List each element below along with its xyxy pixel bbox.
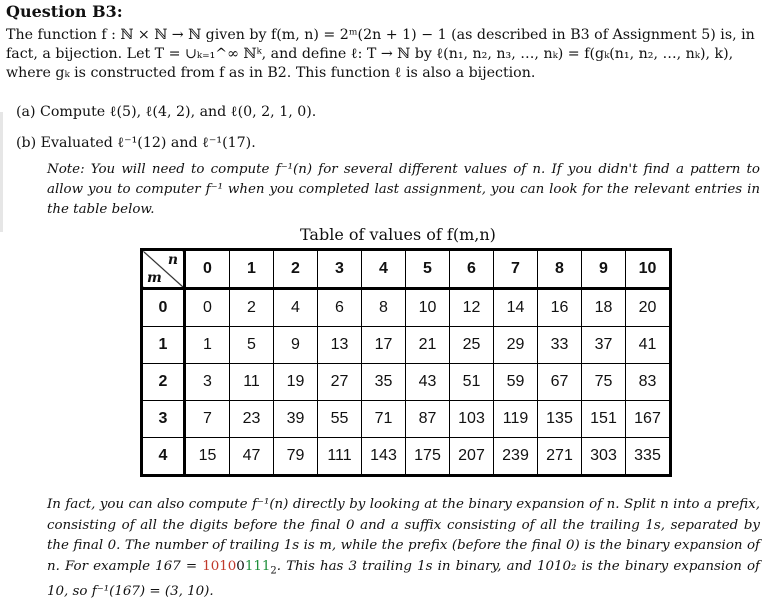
table-cell: 13 [318, 327, 362, 364]
table-cell: 27 [318, 364, 362, 401]
table-cell: 239 [494, 438, 538, 476]
table-cell: 175 [406, 438, 450, 476]
table-cell: 51 [450, 364, 494, 401]
column-header: 2 [274, 250, 318, 289]
table-corner-cell [142, 250, 185, 289]
column-header: 5 [406, 250, 450, 289]
table-cell: 55 [318, 401, 362, 438]
table-cell: 75 [582, 364, 626, 401]
table-header-row [142, 250, 671, 289]
table-cell: 271 [538, 438, 582, 476]
corner-m-label: m [147, 270, 162, 286]
binary-final-zero: 0 [236, 558, 245, 574]
table-cell: 15 [185, 438, 230, 476]
table-cell: 29 [494, 327, 538, 364]
table-row [142, 401, 671, 438]
table-cell: 2 [230, 289, 274, 327]
table-cell: 335 [626, 438, 671, 476]
column-header: 9 [582, 250, 626, 289]
table-cell: 25 [450, 327, 494, 364]
table-cell: 83 [626, 364, 671, 401]
final-text-after: . This has 3 trailing 1s in binary, and 1010₂ is the binary expansion of 10, so f⁻¹(167) = (3, 10). [47, 558, 760, 599]
intro-line-1: The function f : ℕ × ℕ → ℕ given by f(m, n) = 2ᵐ(2n + 1) − 1 (as described in B3 of Assignment 5) is, in [6, 27, 755, 43]
table-cell: 16 [538, 289, 582, 327]
column-header: 4 [362, 250, 406, 289]
table-cell: 17 [362, 327, 406, 364]
values-table [140, 248, 672, 477]
table-cell: 303 [582, 438, 626, 476]
table-cell: 37 [582, 327, 626, 364]
table-cell: 23 [230, 401, 274, 438]
intro-line-3: where gₖ is constructed from f as in B2. This function ℓ is also a bijection. [6, 65, 536, 81]
table-cell: 18 [582, 289, 626, 327]
table-row [142, 364, 671, 401]
table-row [142, 438, 671, 476]
table-cell: 111 [318, 438, 362, 476]
binary-explanation-paragraph [47, 495, 760, 602]
table-cell: 10 [406, 289, 450, 327]
table-cell: 207 [450, 438, 494, 476]
table-cell: 41 [626, 327, 671, 364]
binary-suffix: 111 [244, 558, 271, 574]
row-header: 2 [142, 364, 185, 401]
column-header: 0 [185, 250, 230, 289]
intro-paragraph [6, 26, 766, 83]
table-cell: 14 [494, 289, 538, 327]
table-cell: 9 [274, 327, 318, 364]
table-cell: 1 [185, 327, 230, 364]
table-cell: 21 [406, 327, 450, 364]
row-header: 3 [142, 401, 185, 438]
table-cell: 12 [450, 289, 494, 327]
table-cell: 167 [626, 401, 671, 438]
table-cell: 5 [230, 327, 274, 364]
table-cell: 39 [274, 401, 318, 438]
final-text-before: In fact, you can also compute f⁻¹(n) directly by looking at the binary expansion of n. Split n into a prefix, consisting of all the digits before the final 0 and a suffix consisting of all the trailing 1s, separated by the final 0. The number of trailing 1s is m, while the prefix (before the final 0) is the binary expansion of n. For example 167 = [47, 497, 760, 574]
table-caption: Table of values of f(m,n) [300, 225, 496, 244]
table-cell: 33 [538, 327, 582, 364]
left-margin-rule [0, 112, 3, 232]
table-cell: 143 [362, 438, 406, 476]
table-cell: 0 [185, 289, 230, 327]
table-cell: 3 [185, 364, 230, 401]
corner-n-label: n [167, 252, 178, 268]
table-cell: 43 [406, 364, 450, 401]
table-cell: 135 [538, 401, 582, 438]
table-cell: 7 [185, 401, 230, 438]
intro-line-2: fact, a bijection. Let T = ∪ₖ₌₁^∞ ℕᵏ, and define ℓ: T → ℕ by ℓ(n₁, n₂, n₃, …, nₖ) = f(gₖ(n₁, n₂, …, nₖ), k), [6, 46, 734, 62]
table-cell: 67 [538, 364, 582, 401]
column-header: 7 [494, 250, 538, 289]
table-cell: 119 [494, 401, 538, 438]
note-paragraph: Note: You will need to compute f⁻¹(n) for several different values of n. If you didn't find a pattern to allow you to computer f⁻¹ when you completed last assignment, you can look for the relevant entries in the table below. [47, 162, 760, 217]
table-cell: 20 [626, 289, 671, 327]
part-b: (b) Evaluated ℓ⁻¹(12) and ℓ⁻¹(17). [16, 135, 256, 151]
table-cell: 87 [406, 401, 450, 438]
table-cell: 103 [450, 401, 494, 438]
table-cell: 79 [274, 438, 318, 476]
table-cell: 11 [230, 364, 274, 401]
table-cell: 19 [274, 364, 318, 401]
part-a: (a) Compute ℓ(5), ℓ(4, 2), and ℓ(0, 2, 1, 0). [16, 104, 317, 120]
table-row [142, 327, 671, 364]
table-cell: 47 [230, 438, 274, 476]
table-cell: 151 [582, 401, 626, 438]
column-header: 3 [318, 250, 362, 289]
question-heading: Question B3: [6, 2, 123, 21]
column-header: 1 [230, 250, 274, 289]
row-header: 1 [142, 327, 185, 364]
column-header: 10 [626, 250, 671, 289]
table-cell: 59 [494, 364, 538, 401]
table-row [142, 289, 671, 327]
column-header: 6 [450, 250, 494, 289]
table-cell: 71 [362, 401, 406, 438]
row-header: 4 [142, 438, 185, 476]
table-cell: 35 [362, 364, 406, 401]
table-cell: 8 [362, 289, 406, 327]
binary-subscript: 2 [270, 565, 277, 577]
row-header: 0 [142, 289, 185, 327]
column-header: 8 [538, 250, 582, 289]
binary-prefix: 1010 [202, 558, 237, 574]
table-cell: 4 [274, 289, 318, 327]
table-cell: 6 [318, 289, 362, 327]
